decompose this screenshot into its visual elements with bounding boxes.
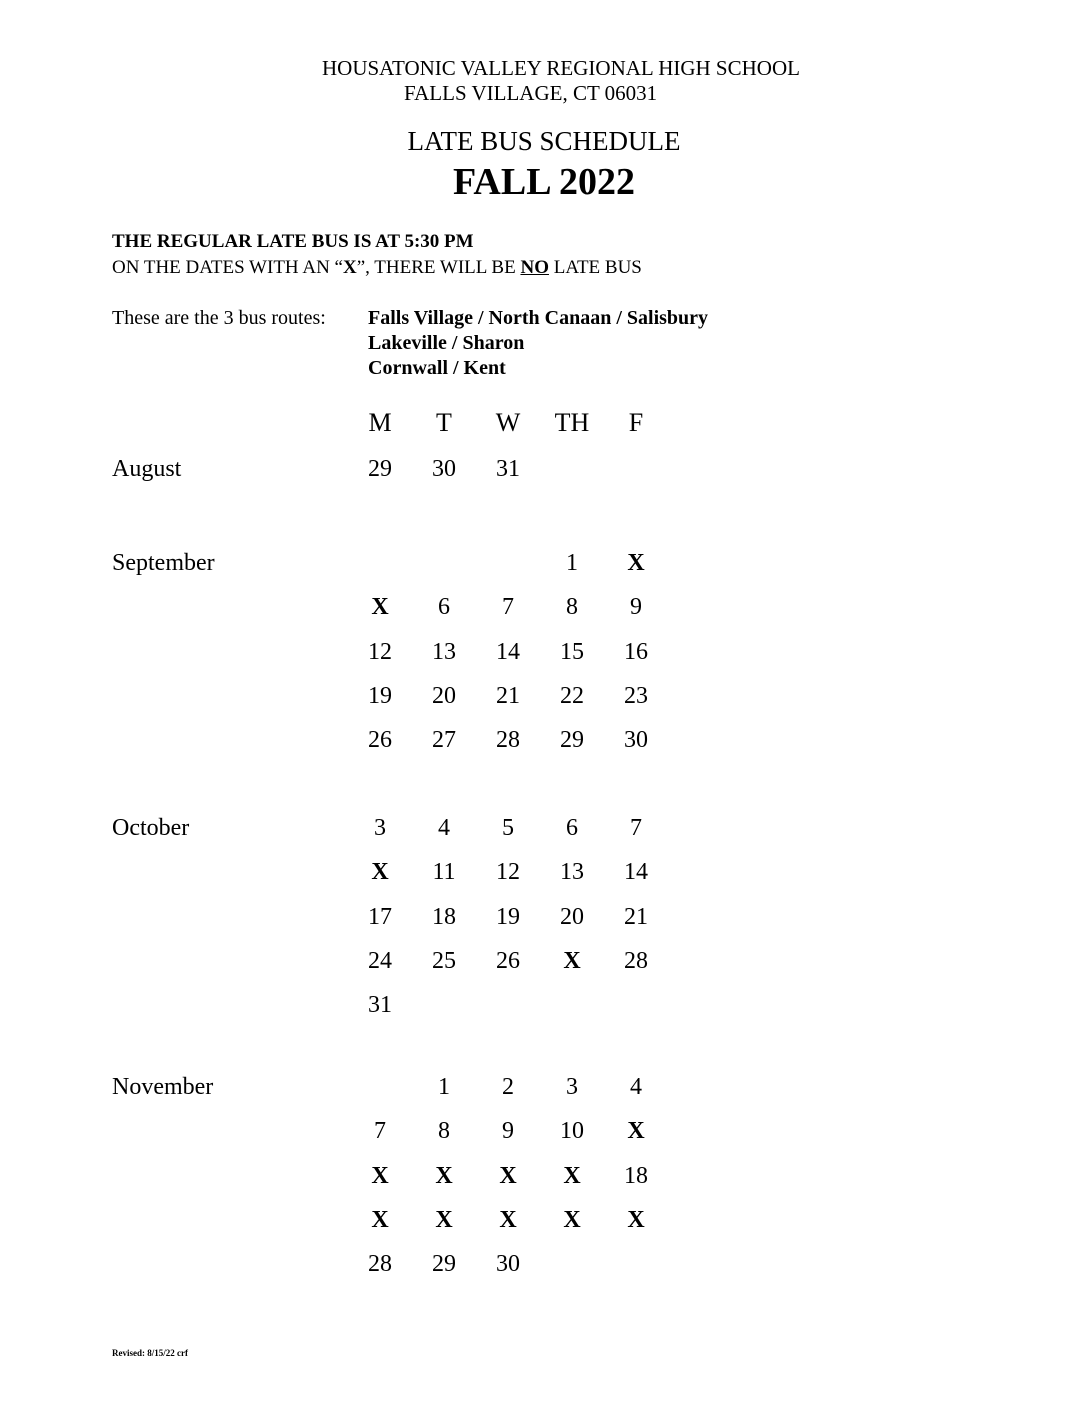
calendar-date: 13	[560, 859, 584, 886]
no-late-bus-marker: X	[371, 1206, 389, 1233]
regular-late-bus-notice: THE REGULAR LATE BUS IS AT 5:30 PM	[112, 231, 474, 252]
calendar-date: 31	[496, 456, 520, 482]
no-late-bus-marker: X	[371, 594, 389, 621]
month-label-august: August	[112, 456, 182, 482]
calendar-date: 2	[502, 1074, 514, 1100]
no-late-bus-marker: X	[499, 1162, 517, 1189]
calendar-date: 26	[368, 727, 392, 754]
calendar-date: 28	[624, 947, 648, 974]
calendar-date: 9	[630, 594, 642, 621]
notice-suffix: LATE BUS	[548, 257, 642, 278]
calendar-date: 15	[560, 638, 584, 665]
calendar-date: 14	[496, 638, 520, 665]
calendar-date: 9	[502, 1118, 514, 1145]
calendar-date: 3	[566, 1074, 578, 1100]
no-late-bus-marker: X	[627, 1206, 645, 1233]
season-title: FALL 2022	[453, 161, 635, 203]
calendar-date: 30	[432, 456, 456, 482]
notice-mid: ”, THERE WILL BE	[356, 257, 521, 278]
day-header-f: F	[628, 408, 644, 437]
month-label-november: November	[112, 1074, 214, 1100]
document-title: LATE BUS SCHEDULE	[407, 126, 681, 156]
day-header-th: TH	[554, 408, 590, 437]
no-late-bus-marker: X	[435, 1162, 453, 1189]
school-name: HOUSATONIC VALLEY REGIONAL HIGH SCHOOL	[322, 56, 800, 80]
calendar-date: 6	[566, 815, 578, 841]
no-late-bus-notice	[112, 257, 642, 279]
route-item: Cornwall / Kent	[368, 357, 506, 379]
calendar-date: 12	[368, 638, 392, 665]
notice-no: NO	[520, 257, 549, 278]
no-late-bus-marker: X	[563, 1206, 581, 1233]
calendar-date: 23	[624, 682, 648, 709]
calendar-date: 21	[496, 682, 520, 709]
calendar-date: 25	[432, 947, 456, 974]
calendar-date: 7	[374, 1118, 386, 1145]
month-label-october: October	[112, 815, 190, 841]
day-header-w: W	[495, 408, 521, 437]
calendar-date: 13	[432, 638, 456, 665]
calendar-date: 18	[432, 903, 456, 930]
calendar-date: 7	[502, 594, 514, 621]
calendar-date: 28	[368, 1251, 392, 1278]
no-late-bus-marker: X	[627, 550, 645, 576]
calendar-date: 3	[374, 815, 386, 841]
no-late-bus-marker: X	[371, 1162, 389, 1189]
no-late-bus-marker: X	[563, 947, 581, 974]
route-item: Lakeville / Sharon	[368, 332, 525, 354]
calendar-date: 1	[438, 1074, 450, 1100]
calendar-date: 18	[624, 1162, 648, 1189]
calendar-date: 6	[438, 594, 450, 621]
calendar-date: 4	[438, 815, 450, 841]
calendar-date: 17	[368, 903, 392, 930]
notice-prefix: ON THE DATES WITH AN “	[112, 257, 343, 278]
no-late-bus-marker: X	[435, 1206, 453, 1233]
calendar-date: 1	[566, 550, 578, 576]
calendar-date: 24	[368, 947, 392, 974]
calendar-date: 22	[560, 682, 584, 709]
calendar-date: 8	[566, 594, 578, 621]
calendar-date: 11	[432, 859, 456, 886]
routes-label: These are the 3 bus routes:	[112, 307, 326, 329]
no-late-bus-marker: X	[371, 859, 389, 886]
calendar-date: 16	[624, 638, 648, 665]
calendar-date: 21	[624, 903, 648, 930]
no-late-bus-marker: X	[563, 1162, 581, 1189]
calendar-date: 4	[630, 1074, 642, 1100]
calendar-date: 10	[560, 1118, 584, 1145]
calendar-date: 19	[496, 903, 520, 930]
calendar-date: 29	[368, 456, 392, 482]
calendar-date: 28	[496, 727, 520, 754]
calendar-date: 26	[496, 947, 520, 974]
revised-note: Revised: 8/15/22 crf	[112, 1348, 188, 1358]
calendar-date: 20	[432, 682, 456, 709]
day-header-m: M	[368, 408, 392, 437]
calendar-date: 30	[624, 727, 648, 754]
calendar-date: 19	[368, 682, 392, 709]
calendar-date: 20	[560, 903, 584, 930]
calendar-date: 8	[438, 1118, 450, 1145]
no-late-bus-marker: X	[627, 1118, 645, 1145]
day-header-t: T	[436, 408, 452, 437]
calendar-date: 30	[496, 1251, 520, 1278]
month-label-september: September	[112, 550, 215, 576]
calendar-date: 7	[630, 815, 642, 841]
route-item: Falls Village / North Canaan / Salisbury	[368, 307, 709, 329]
calendar-date: 27	[432, 727, 456, 754]
calendar-date: 29	[560, 727, 584, 754]
notice-x-mark: X	[342, 257, 357, 278]
calendar-date: 14	[624, 859, 648, 886]
school-address: FALLS VILLAGE, CT 06031	[404, 81, 658, 105]
calendar-date: 5	[502, 815, 514, 841]
calendar-date: 31	[368, 992, 392, 1019]
calendar-date: 29	[432, 1251, 456, 1278]
calendar-date: 12	[496, 859, 520, 886]
no-late-bus-marker: X	[499, 1206, 517, 1233]
